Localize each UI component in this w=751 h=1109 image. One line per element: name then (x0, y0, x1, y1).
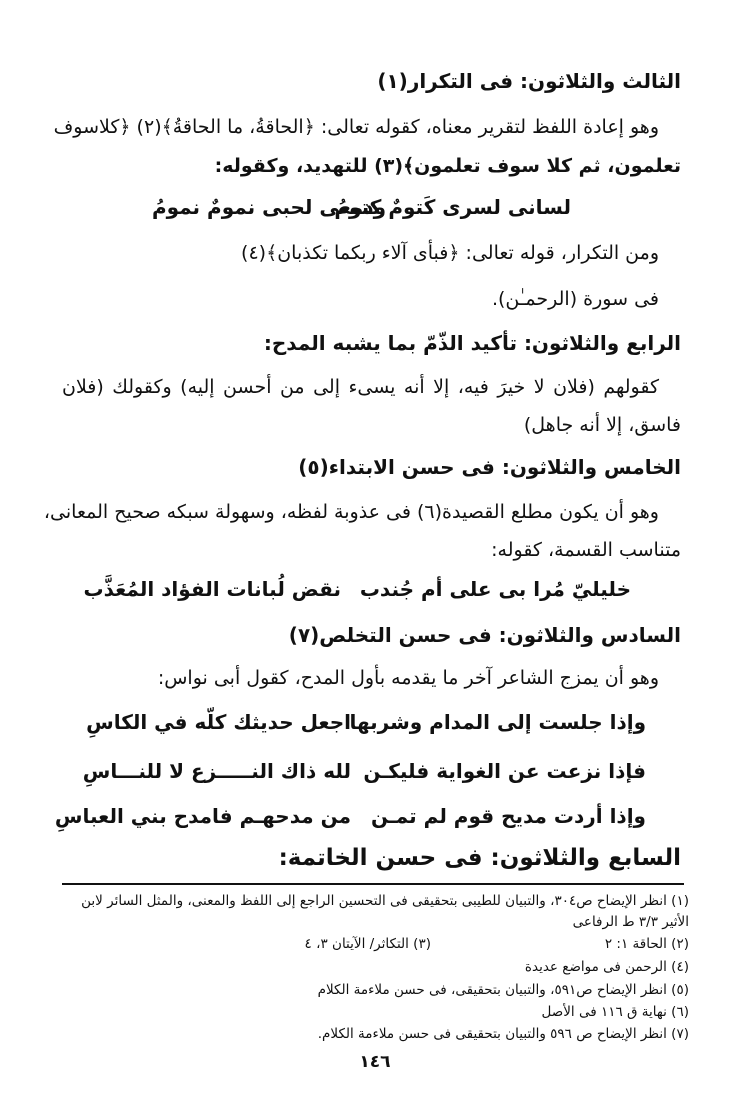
paragraph-line: وهو إعادة اللفظ لتقرير معناه، كقوله تعالى: ﴿الحاقةُ، ما الحاقةُ﴾(٢) ﴿كلاسوف (53, 116, 659, 138)
verse-hemistich-right: وإذا أردت مديح قوم لم تمـن (370, 804, 646, 828)
section-heading-33: الثالث والثلاثون: فى التكرار(١) (377, 69, 681, 93)
section-heading-37: السابع والثلاثون: فى حسن الخاتمة: (278, 845, 681, 871)
verse-hemistich-left: ودمعى لحبى نمومٌ نمومُ (151, 195, 386, 219)
paragraph-line: وهو أن يكون مطلع القصيدة(٦) فى عذوبة لفظه، وسهولة سبكه صحيح المعانى، (43, 501, 659, 523)
footnote: (٢) الحاقة ١: ٢ (604, 936, 689, 952)
verse-hemistich-right: لسانى لسرى كَتومٌ كتومُ (334, 195, 571, 219)
paragraph-line: تعلمون، ثم كلا سوف تعلمون﴾(٣) للتهديد، وكقوله: (214, 155, 681, 177)
footnote: (٥) انظر الإيضاح ص٥٩١، والتبيان بتحقيقى، فى حسن ملاءمة الكلام (317, 982, 689, 998)
paragraph-line: فى سورة (الرحمـٰن). (491, 288, 659, 310)
footnote: (٤) الرحمن فى مواضع عديدة (524, 959, 689, 975)
footnote: (١) انظر الإيضاح ص٣٠٤، والتبيان للطيبى بتحقيقى فى التحسين الراجع إلى اللفظ والمعنى، والمثل السائر لابن (81, 893, 689, 909)
paragraph-line: متناسب القسمة، كقوله: (491, 539, 681, 561)
section-heading-34: الرابع والثلاثون: تأكيد الذّمّ بما يشبه المدح: (263, 331, 681, 355)
paragraph-line: كقولهم (فلان لا خيرَ فيه، إلا أنه يسىء إلى من أحسن إليه) وكقولك (فلان (62, 376, 659, 398)
footnote: (٣) التكاثر/ الآيتان ٣، ٤ (304, 936, 431, 952)
paragraph-line: وهو أن يمزج الشاعر آخر ما يقدمه بأول المدح، كقول أبى نواس: (157, 667, 659, 689)
paragraph-line: فاسق، إلا أنه جاهل) (523, 414, 681, 436)
footnote: الأثير ٣/٣ ط الرفاعى (572, 914, 689, 930)
verse-hemistich-left: نقض لُبانات الفؤاد المُعَذَّب (83, 577, 341, 601)
section-heading-36: السادس والثلاثون: فى حسن التخلص(٧) (288, 623, 681, 647)
verse-hemistich-right: خليليّ مُرا بى على أم جُندب (359, 577, 631, 601)
verse-hemistich-right: وإذا جلست إلى المدام وشربها (349, 710, 646, 734)
verse-hemistich-left: من مدحهـم فامدح بني العباسِ (54, 804, 351, 828)
paragraph-line: ومن التكرار، قوله تعالى: ﴿فبأى آلاء ربكما تكذبان﴾(٤) (241, 242, 659, 264)
verse-hemistich-left: لله ذاك النـــــزع لا للنـــاسِ (82, 759, 351, 783)
verse-hemistich-right: فإذا نزعت عن الغواية فليكـن (363, 759, 646, 783)
page-number: ١٤٦ (359, 1052, 391, 1072)
footnote: (٧) انظر الإيضاح ص ٥٩٦ والتبيان بتحقيقى فى حسن ملاءمة الكلام. (317, 1026, 689, 1042)
verse-hemistich-left: اجعل حديثك كلّه في الكاسِ (86, 710, 351, 734)
footnote-divider (62, 883, 684, 885)
footnote: (٦) نهاية ق ١١٦ فى الأصل (541, 1004, 689, 1020)
section-heading-35: الخامس والثلاثون: فى حسن الابتداء(٥) (298, 455, 681, 479)
